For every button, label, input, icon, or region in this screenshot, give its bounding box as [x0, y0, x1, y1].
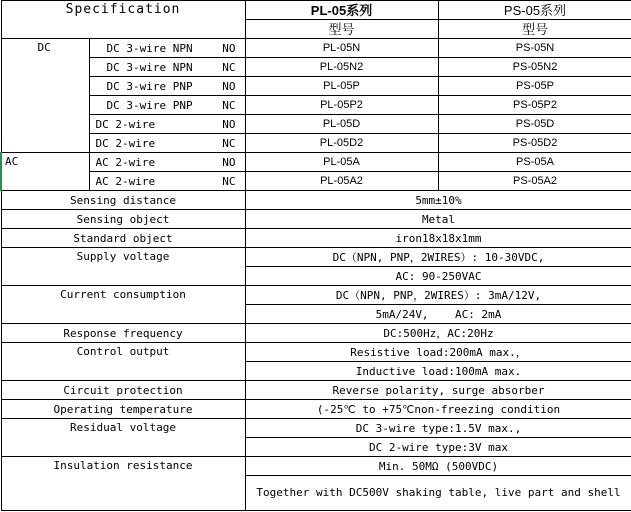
- spec-row: [1, 381, 631, 400]
- model-type-cell: [89, 172, 245, 191]
- spec-label: Sensing distance: [1, 191, 245, 210]
- model-type-cell: [89, 39, 245, 58]
- pl-model: PL-05N2: [245, 58, 438, 77]
- spec-value: Together with DC500V shaking table, live part and shell: [245, 476, 631, 511]
- model-row: [1, 39, 631, 58]
- spec-value: DC:500Hz，AC:20Hz: [245, 324, 631, 343]
- model-row: [1, 96, 631, 115]
- model-type: DC 3-wire PNP: [106, 98, 193, 112]
- spec-value: Inductive load:100mA max.: [245, 362, 631, 381]
- model-output: NC: [222, 98, 236, 112]
- spec-row: [1, 324, 631, 343]
- model-type-cell: [89, 134, 245, 153]
- spec-row: [1, 191, 631, 210]
- model-row: [1, 134, 631, 153]
- model-row: [1, 115, 631, 134]
- spec-value: (-25℃ to +75℃non-freezing condition: [245, 400, 631, 419]
- spec-label: Standard object: [1, 229, 245, 248]
- spec-value: 5mA/24V, AC: 2mA: [245, 305, 631, 324]
- model-row: [1, 58, 631, 77]
- model-type: DC 3-wire NPN: [106, 41, 193, 55]
- spec-label: Residual voltage: [1, 419, 245, 457]
- spec-label: Circuit protection: [1, 381, 245, 400]
- model-type-cell: [89, 153, 245, 172]
- model-type: DC 3-wire NPN: [106, 60, 193, 74]
- header-row: [1, 1, 631, 20]
- ps-model: PS-05P2: [438, 96, 631, 115]
- spec-row: [1, 286, 631, 305]
- spec-label: Current consumption: [1, 286, 245, 324]
- model-type: DC 2-wire: [95, 136, 156, 150]
- spec-value: iron18x18x1mm: [245, 229, 631, 248]
- spec-label: Response frequency: [1, 324, 245, 343]
- spec-value: Min. 50MΩ (500VDC): [245, 457, 631, 476]
- spec-label: Sensing object: [1, 210, 245, 229]
- spec-row: [1, 400, 631, 419]
- pl-model: PL-05N: [245, 39, 438, 58]
- model-output: NC: [222, 60, 236, 74]
- pl-model: PL-05A2: [245, 172, 438, 191]
- pl-model: PL-05D2: [245, 134, 438, 153]
- spec-value: Resistive load:200mA max.，: [245, 343, 631, 362]
- ps-model: PS-05D2: [438, 134, 631, 153]
- model-output: NO: [222, 117, 236, 131]
- ps-model: PS-05N: [438, 39, 631, 58]
- spec-row: [1, 229, 631, 248]
- model-output: NO: [222, 79, 236, 93]
- model-type: AC 2-wire: [95, 174, 156, 188]
- spec-label: Operating temperature: [1, 400, 245, 419]
- model-type: DC 3-wire PNP: [106, 79, 193, 93]
- pl-model: PL-05P: [245, 77, 438, 96]
- pl-model: PL-05P2: [245, 96, 438, 115]
- model-type-cell: [89, 96, 245, 115]
- spec-label: Control output: [1, 343, 245, 381]
- spec-value: DC 2-wire type:3V max: [245, 438, 631, 457]
- ps-model: PS-05P: [438, 77, 631, 96]
- model-output: NO: [222, 41, 236, 55]
- pl-model: PL-05A: [245, 153, 438, 172]
- group-dc: DC: [1, 39, 89, 153]
- ps-series-header: PS-05系列: [438, 1, 631, 20]
- model-output: NC: [222, 174, 236, 188]
- spec-value: AC: 90-250VAC: [245, 267, 631, 286]
- model-type-cell: [89, 77, 245, 96]
- spec-value: Metal: [245, 210, 631, 229]
- pl-model: PL-05D: [245, 115, 438, 134]
- spec-value: DC（NPN, PNP，2WIRES）: 10-30VDC,: [245, 248, 631, 267]
- spec-row: [1, 419, 631, 438]
- model-output: NO: [222, 155, 236, 169]
- model-type-cell: [89, 115, 245, 134]
- spec-label: Supply voltage: [1, 248, 245, 286]
- pl-model-label: 型号: [245, 20, 438, 39]
- model-type-cell: [89, 58, 245, 77]
- pl-series-header: PL-05系列: [245, 1, 438, 20]
- spec-row: [1, 210, 631, 229]
- ps-model: PS-05N2: [438, 58, 631, 77]
- model-row: [1, 153, 631, 172]
- ps-model-label: 型号: [438, 20, 631, 39]
- spec-row: [1, 343, 631, 362]
- spec-value: DC（NPN, PNP，2WIRES）: 3mA/12V,: [245, 286, 631, 305]
- ps-model: PS-05D: [438, 115, 631, 134]
- model-type: AC 2-wire: [95, 155, 156, 169]
- model-row: [1, 172, 631, 191]
- specification-header: Specification: [1, 1, 245, 39]
- spec-value: 5mm±10%: [245, 191, 631, 210]
- ps-model: PS-05A: [438, 153, 631, 172]
- spec-value: Reverse polarity, surge absorber: [245, 381, 631, 400]
- model-output: NC: [222, 136, 236, 150]
- group-ac: AC: [1, 153, 89, 191]
- ps-model: PS-05A2: [438, 172, 631, 191]
- model-row: [1, 77, 631, 96]
- spec-row: [1, 248, 631, 267]
- model-type: DC 2-wire: [95, 117, 156, 131]
- spec-label: Insulation resistance: [1, 457, 245, 511]
- spec-value: DC 3-wire type:1.5V max.,: [245, 419, 631, 438]
- spec-row: [1, 457, 631, 476]
